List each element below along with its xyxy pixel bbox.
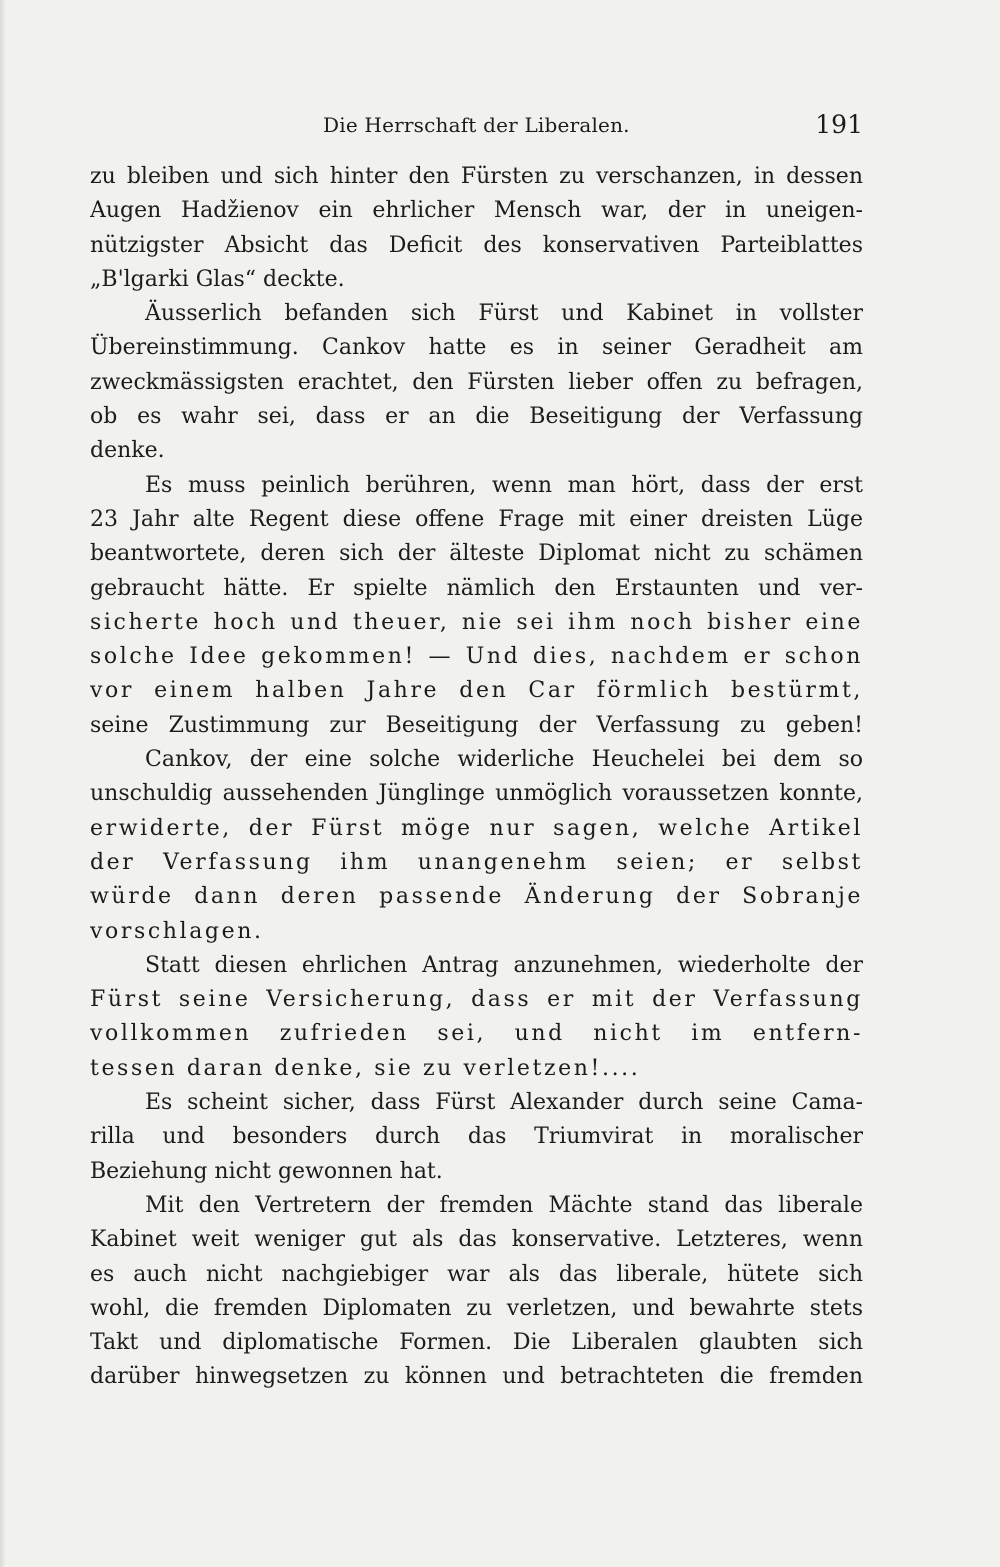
body-text bbox=[90, 160, 863, 1395]
text-line: seine Zustimmung zur Beseitigung der Verfassung zu geben! bbox=[90, 712, 863, 738]
text-line: vor einem halben Jahre den Car förmlich bestürmt, bbox=[90, 678, 863, 704]
text-line: Äusserlich befanden sich Fürst und Kabinet in vollster bbox=[145, 301, 863, 327]
text-line: sicherte hoch und theuer, nie sei ihm noch bisher eine bbox=[90, 609, 863, 635]
text-line: Mit den Vertretern der fremden Mächte stand das liberale bbox=[145, 1192, 863, 1218]
text-line: ob es wahr sei, dass er an die Beseitigung der Verfassung bbox=[90, 404, 863, 430]
text-line: zu bleiben und sich hinter den Fürsten zu verschanzen, in dessen bbox=[90, 164, 863, 189]
text-line: Takt und diplomatische Formen. Die Liberalen glaubten sich bbox=[90, 1330, 863, 1356]
text-line: tessen daran denke, sie zu verletzen!.... bbox=[90, 1055, 641, 1081]
text-line: Übereinstimmung. Cankov hatte es in seiner Geradheit am bbox=[90, 335, 863, 361]
scan-shadow-edge bbox=[0, 0, 6, 1567]
text-line: der Verfassung ihm unangenehm seien; er selbst bbox=[90, 849, 863, 875]
text-line: 23 Jahr alte Regent diese offene Frage mit einer dreisten Lüge bbox=[90, 506, 863, 532]
text-line: vollkommen zufrieden sei, und nicht im entfern- bbox=[90, 1021, 863, 1047]
text-line: solche Idee gekommen! — Und dies, nachdem er schon bbox=[90, 644, 863, 670]
text-line: „B'lgarki Glas“ deckte. bbox=[90, 266, 345, 292]
text-line: Cankov, der eine solche widerliche Heuchelei bei dem so bbox=[145, 747, 863, 773]
text-line: erwiderte, der Fürst möge nur sagen, welche Artikel bbox=[90, 815, 863, 841]
text-line: beantwortete, deren sich der älteste Diplomat nicht zu schämen bbox=[90, 541, 863, 567]
text-line: es auch nicht nachgiebiger war als das liberale, hütete sich bbox=[90, 1261, 863, 1287]
text-line: Es scheint sicher, dass Fürst Alexander durch seine Cama- bbox=[145, 1090, 863, 1116]
running-title: Die Herrschaft der Liberalen. bbox=[323, 113, 630, 137]
text-line: würde dann deren passende Änderung der Sobranje bbox=[90, 884, 863, 910]
text-line: Statt diesen ehrlichen Antrag anzunehmen, wiederholte der bbox=[145, 952, 863, 978]
text-line: Augen Hadžienov ein ehrlicher Mensch war, der in uneigen- bbox=[90, 198, 863, 224]
text-line: wohl, die fremden Diplomaten zu verletzen, und bewahrte stets bbox=[90, 1295, 863, 1321]
text-line: darüber hinwegsetzen zu können und betrachteten die fremden bbox=[90, 1364, 863, 1390]
text-line: zweckmässigsten erachtet, den Fürsten lieber offen zu befragen, bbox=[90, 369, 863, 395]
text-line: denke. bbox=[90, 438, 165, 464]
text-line: gebraucht hätte. Er spielte nämlich den Erstaunten und ver- bbox=[90, 575, 863, 601]
text-line: vorschlagen. bbox=[90, 918, 264, 944]
text-line: Kabinet weit weniger gut als das konservative. Letzteres, wenn bbox=[90, 1227, 863, 1253]
page-number: 191 bbox=[815, 110, 863, 139]
text-line: nützigster Absicht das Deficit des konservativen Parteiblattes bbox=[90, 232, 863, 258]
text-line: unschuldig aussehenden Jünglinge unmöglich voraussetzen konnte, bbox=[90, 781, 863, 807]
text-line: Beziehung nicht gewonnen hat. bbox=[90, 1158, 443, 1184]
text-line: Es muss peinlich berühren, wenn man hört, dass der erst bbox=[145, 472, 863, 498]
text-line: rilla und besonders durch das Triumvirat in moralischer bbox=[90, 1124, 863, 1150]
running-head bbox=[90, 108, 863, 148]
text-line: Fürst seine Versicherung, dass er mit der Verfassung bbox=[90, 987, 863, 1013]
